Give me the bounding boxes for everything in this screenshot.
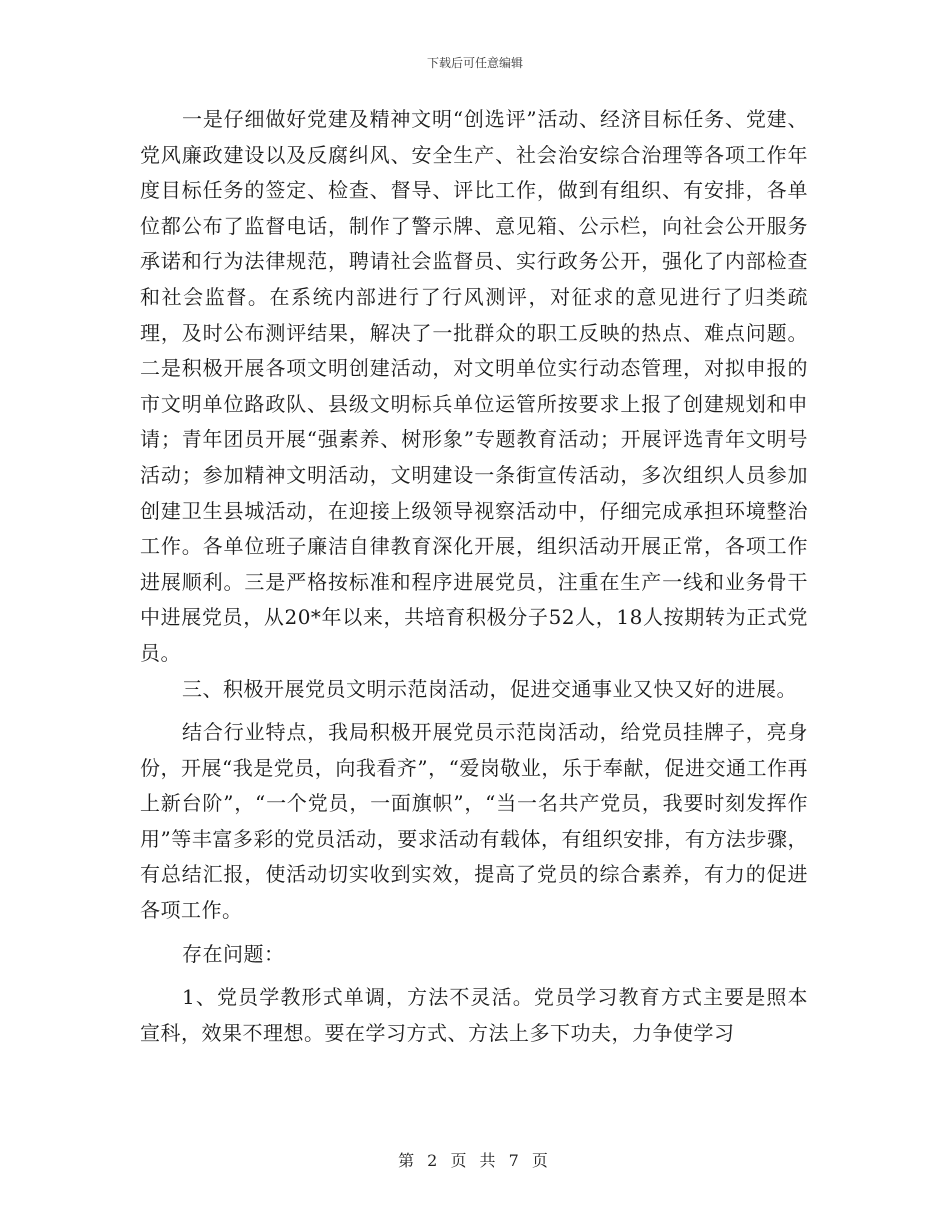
document-body — [140, 102, 808, 1051]
section-heading-3: 三、积极开展党员文明示范岗活动，促进交通事业又快又好的进展。 — [182, 676, 797, 701]
paragraph-work-summary: 一是仔细做好党建及精神文明“创选评”活动、经济目标任务、党建、党风廉政建设以及反腐纠风、安全生产、社会治安综合治理等各项工作年度目标任务的签定、检查、督导、评比工作，做到有组织、有安排，各单位都公布了监督电话，制作了警示牌、意见箱、公示栏，向社会公开服务承诺和行为法律规范，聘请社会监督员、实行政务公开，强化了内部检查和社会监督。在系统内部进行了行风测评，对征求的意见进行了归类疏理，及时公布测评结果，解决了一批群众的职工反映的热点、难点问题。二是积极开展各项文明创建活动，对文明单位实行动态管理，对拟申报的市文明单位路政队、县级文明标兵单位运管所按要求上报了创建规划和申请；青年团员开展“强素养、树形象”专题教育活动；开展评选青年文明号活动；参加精神文明活动，文明建设一条街宣传活动，多次组织人员参加创建卫生县城活动，在迎接上级领导视察活动中，仔细完成承担环境整治工作。各单位班子廉洁自律教育深化开展，组织活动开展正常，各项工作进展顺利。三是严格按标准和程序进展党员，注重在生产一线和业务骨干中进展党员，从20*年以来，共培育积极分子52人，18人按期转为正式党员。 — [140, 107, 808, 665]
paragraph-model-post: 结合行业特点，我局积极开展党员示范岗活动，给党员挂牌子，亮身份，开展“我是党员，向我看齐”，“爱岗敬业，乐于奉献，促进交通工作再上新台阶”，“一个党员，一面旗帜”，“当一名共产党员，我要时刻发挥作用”等丰富多彩的党员活动，要求活动有载体，有组织安排，有方法步骤，有总结汇报，使活动切实收到实效，提高了党员的综合素养，有力的促进各项工作。 — [140, 720, 808, 923]
page-header: 下载后可任意编辑 — [426, 56, 523, 70]
paragraph-problem-1: 1、党员学教形式单调，方法不灵活。党员学习教育方式主要是照本宣科，效果不理想。要在学习方式、方法上多下功夫，力争使学习 — [140, 985, 808, 1045]
subheading-problems: 存在问题： — [182, 941, 285, 966]
page-number-footer: 第 2 页 共 7 页 — [398, 1151, 552, 1170]
